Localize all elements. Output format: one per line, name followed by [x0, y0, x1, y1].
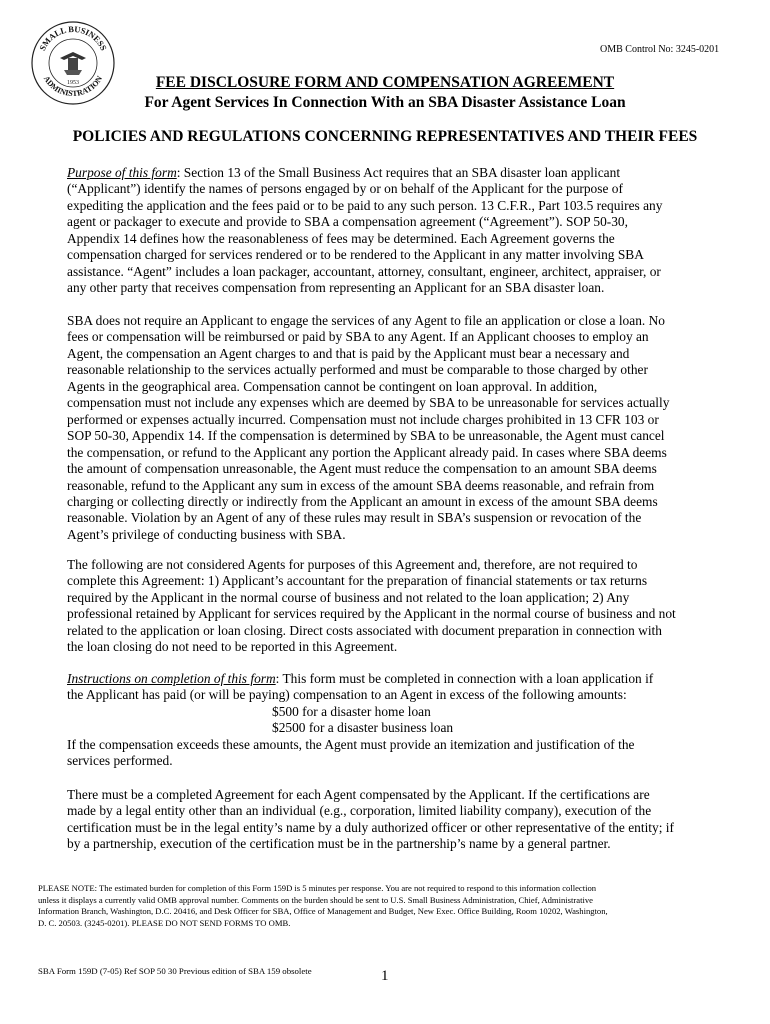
text-line-segment: : Section 13 of the Small Business Act requires that an SBA disaster loan applicant [176, 165, 621, 180]
instructions-paragraph [67, 671, 717, 704]
text-line: The following are not considered Agents for purposes of this Agreement and, therefore, are not required to [67, 557, 638, 572]
text-line: There must be a completed Agreement for each Agent compensated by the Applicant. If the certifications are [67, 787, 650, 802]
text-line-segment: : This form must be completed in connection with a loan application if [275, 671, 654, 686]
seal-text-top: SMALL BUSINESS [37, 23, 109, 53]
text-line: professional retained by Applicant for services required by the Applicant in the normal course of business and not [67, 606, 676, 622]
text-line: Agent, the compensation an Agent charges to and that is paid by the Applicant must bear a necessary and [67, 345, 630, 361]
form-subtitle: For Agent Services In Connection With an SBA Disaster Assistance Loan [144, 94, 626, 111]
svg-text:SMALL BUSINESS [37, 24, 109, 52]
text-line: compensation charged for services rendered or to be rendered to the Applicant in any matter involving SBA [67, 247, 644, 263]
text-line: any other party that receives compensation from representing an Applicant for an SBA disaster loan. [67, 280, 605, 296]
text-line: made by a legal entity other than an individual (e.g., corporation, limited liability company), execution of the [67, 803, 652, 819]
text-line: Appendix 14 defines how the reasonableness of fees may be determined. Each Agreement governs the [67, 230, 615, 246]
purpose-label: Purpose of this form [67, 165, 177, 180]
text-line: Agent’s privilege of conducting business with SBA. [67, 526, 346, 542]
form-reference-footer: SBA Form 159D (7-05) Ref SOP 50 30 Previous edition of SBA 159 obsolete [38, 966, 312, 976]
section-heading: POLICIES AND REGULATIONS CONCERNING REPRESENTATIVES AND THEIR FEES [72, 128, 698, 145]
text-line: SBA does not require an Applicant to engage the services of any Agent to file an application or close a loan. No [67, 313, 665, 328]
text-line [67, 165, 717, 181]
text-line: reasonable relationship to the services actually performed and must be comparable to those charged by other [67, 362, 648, 378]
instructions-label: Instructions on completion of this form [67, 671, 276, 686]
form-title: FEE DISCLOSURE FORM AND COMPENSATION AGREEMENT [155, 74, 615, 91]
text-line: assistance. “Agent” includes a loan packager, accountant, attorney, consultant, engineer, architect, appraiser, or [67, 263, 661, 279]
text-line: the Applicant has paid (or will be paying) compensation to an Agent in excess of the following amounts: [67, 687, 627, 703]
text-line: the loan closing do not need to be reported in this Agreement. [67, 639, 398, 655]
text-line: related to the application or loan closing. Direct costs associated with document preparation in connection with [67, 622, 662, 638]
seal-text-bottom: ADMINISTRATION [41, 74, 105, 99]
text-line: agent or packager to execute and provide to SBA a compensation agreement (“Agreement”). SOP 50-30, [67, 214, 628, 230]
page-number: 1 [381, 968, 389, 984]
business-loan-threshold: $2500 for a disaster business loan [272, 720, 454, 735]
exclusions-paragraph [67, 557, 717, 656]
text-line: SOP 50-30, Appendix 14. If the compensation is determined by SBA to be unreasonable, the Agent must cancel [67, 428, 665, 444]
text-line: required by the Applicant in the normal course of business and not related to the loan application; 2) Any [67, 589, 630, 605]
text-line: charging or collecting directly or indirectly from the Applicant an amount in excess of the amount SBA deems [67, 493, 658, 509]
note-line: unless it displays a currently valid OMB approval number. Comments on the burden should be sent to U.S. Small Business Administration, Chief, Administrative [38, 894, 593, 905]
text-line: Agents in the geographical area. Compensation cannot be contingent on loan approval. In addition, [67, 378, 598, 394]
text-line: fees or compensation will be reimbursed or paid by SBA to any Agent. If an Applicant chooses to employ an [67, 329, 649, 345]
note-line: Information Branch, Washington, D.C. 20416, and Desk Officer for SBA, Office of Management and Budget, New Exec. Office Building, Room 10202, Washington, [38, 906, 608, 916]
text-line: performed or expenses actually incurred. Compensation must not include charges prohibited in 13 CFR 103 or [67, 411, 659, 427]
home-loan-threshold: $500 for a disaster home loan [272, 704, 431, 719]
text-line: expediting the application and the fees paid or to be paid to any such person. 13 C.F.R., Part 103.5 requires any [67, 197, 663, 213]
seal-year: 1953 [67, 80, 79, 86]
burden-note [38, 883, 738, 929]
itemization-paragraph [67, 737, 717, 770]
text-line: the compensation, or refund to the Applicant any portion the Applicant already paid. In cases where SBA deems [67, 444, 667, 460]
purpose-paragraph [67, 165, 717, 297]
text-line: reasonable. Violation by an Agent of any of these rules may result in SBA’s suspension or revocation of the [67, 510, 642, 526]
agent-policy-paragraph [67, 313, 717, 543]
text-line: compensation must not include any expenses which are deemed by SBA to be unreasonable for services actually [67, 395, 670, 411]
omb-control-number: OMB Control No: 3245-0201 [600, 44, 720, 55]
text-line: certification must be in the legal entity’s name by a duly authorized officer or other representative of the entity; if [67, 819, 674, 835]
text-line: services performed. [67, 753, 173, 769]
note-line: D. C. 20503. (3245-0201). PLEASE DO NOT SEND FORMS TO OMB. [38, 917, 291, 928]
text-line: the amount of compensation unreasonable, the Agent must reduce the compensation to an amount SBA deems [67, 461, 657, 477]
execution-paragraph [67, 787, 717, 853]
text-line [67, 671, 717, 687]
text-line: (“Applicant”) identify the names of persons engaged by or on behalf of the Applicant for the purpose of [67, 181, 623, 197]
note-line: PLEASE NOTE: The estimated burden for completion of this Form 159D is 5 minutes per response. You are not required to respond to this information collection [38, 883, 597, 893]
text-line: by a partnership, execution of the certification must be in the partnership’s name by a general partner. [67, 836, 611, 852]
text-line: reasonable, refund to the Applicant any sum in excess of the amount SBA deems reasonable, and refrain from [67, 477, 655, 493]
text-line: complete this Agreement: 1) Applicant’s accountant for the preparation of financial statements or tax returns [67, 573, 648, 589]
text-line: If the compensation exceeds these amounts, the Agent must provide an itemization and justification of the [67, 737, 635, 752]
